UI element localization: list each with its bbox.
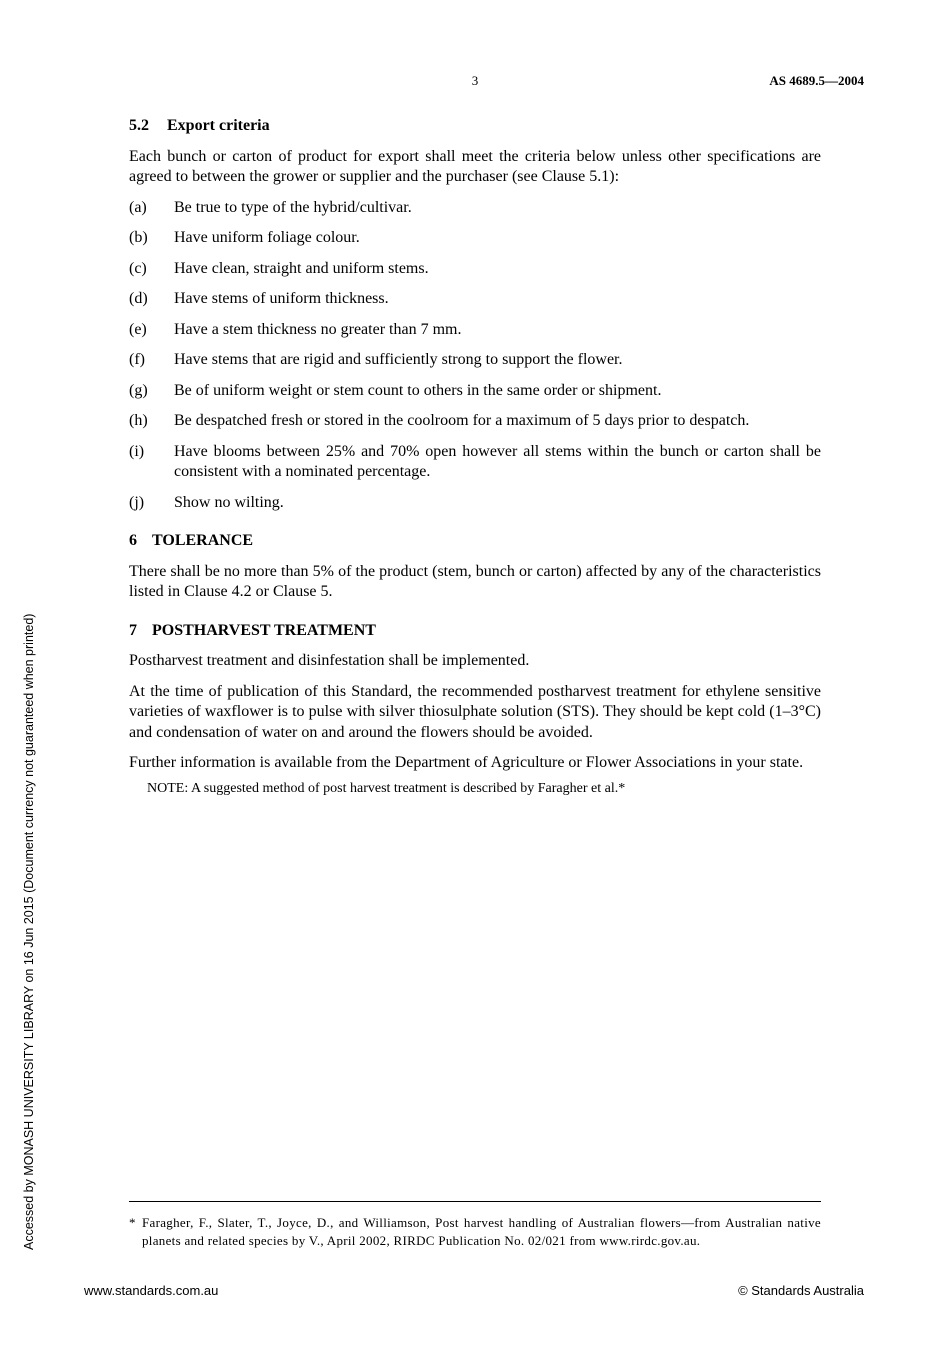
criteria-item: [129, 381, 821, 402]
section-6-heading: [129, 531, 821, 552]
item-label: (d): [129, 290, 148, 307]
section-title: TOLERANCE: [152, 532, 254, 549]
criteria-item: [129, 350, 821, 371]
criteria-item: [129, 493, 821, 514]
section-6-text: There shall be no more than 5% of the product (stem, bunch or carton) affected by any of the characteristics listed in Clause 4.2 or Clause 5.: [129, 562, 821, 600]
section-5-2-intro: Each bunch or carton of product for export shall meet the criteria below unless other specifications are agreed to between the grower or supplier and the purchaser (see Clause 5.1):: [129, 147, 821, 185]
item-label: (j): [129, 493, 145, 511]
section-title: Export criteria: [167, 117, 270, 134]
document-body: [129, 116, 821, 798]
section-number: 7: [129, 621, 137, 639]
item-text: Have stems of uniform thickness.: [174, 290, 389, 307]
item-label: (e): [129, 320, 147, 338]
section-7-paragraph: At the time of publication of this Standard, the recommended postharvest treatment for ethylene sensitive varieties of waxflower is to pulse with silver thiosulphate solution (STS). They should be kept cold (1–3°C) and condensation of water on and around the flowers should be avoided.: [129, 682, 821, 741]
item-text: Be despatched fresh or stored in the coolroom for a maximum of 5 days prior to despatch.: [174, 412, 750, 429]
criteria-item: [129, 289, 821, 310]
item-text: Have uniform foliage colour.: [174, 229, 360, 246]
page-number: 3: [471, 73, 479, 88]
item-label: (f): [129, 351, 145, 368]
footnote: [129, 1214, 821, 1250]
standard-id: AS 4689.5—2004: [769, 73, 864, 88]
criteria-item: [129, 198, 821, 219]
criteria-item: [129, 228, 821, 249]
criteria-item: [129, 320, 821, 341]
item-text: Be of uniform weight or stem count to others in the same order or shipment.: [174, 381, 662, 399]
item-label: (b): [129, 229, 148, 246]
item-label: (g): [129, 381, 148, 399]
section-7-paragraph: Further information is available from the Department of Agriculture or Flower Associations in your state.: [129, 754, 804, 771]
item-label: (h): [129, 412, 148, 429]
section-number: 5.2: [129, 117, 149, 134]
criteria-item: [129, 259, 821, 280]
item-text: Have clean, straight and uniform stems.: [174, 259, 429, 277]
section-title: POSTHARVEST TREATMENT: [152, 621, 376, 639]
criteria-item: [129, 442, 821, 483]
footnote-mark: *: [129, 1215, 136, 1230]
section-7-heading: [129, 621, 821, 642]
footer-copyright: © Standards Australia: [738, 1283, 864, 1298]
item-label: (a): [129, 198, 147, 216]
footer-website: www.standards.com.au: [84, 1283, 219, 1298]
item-text: Have a stem thickness no greater than 7 mm.: [174, 320, 462, 338]
treatment-note: NOTE: A suggested method of post harvest treatment is described by Faragher et al.*: [147, 780, 626, 796]
item-text: Have stems that are rigid and sufficiently strong to support the flower.: [174, 351, 623, 368]
section-number: 6: [129, 532, 137, 549]
item-label: (c): [129, 259, 147, 277]
criteria-item: [129, 411, 821, 432]
item-label: (i): [129, 442, 145, 460]
item-text: Be true to type of the hybrid/cultivar.: [174, 198, 412, 216]
footnote-divider: [129, 1201, 821, 1202]
item-text: Have blooms between 25% and 70% open however all stems within the bunch or carton shall be consistent with a nominated percentage.: [174, 442, 821, 480]
footnote-text: Faragher, F., Slater, T., Joyce, D., and Williamson, Post harvest handling of Australian flowers—from Australian native planets and related species by V., April 2002, RIRDC Publication No. 02/021 from www.rirdc.gov.au.: [142, 1215, 821, 1248]
section-7-paragraph: Postharvest treatment and disinfestation shall be implemented.: [129, 652, 530, 669]
item-text: Show no wilting.: [174, 493, 284, 511]
access-watermark: Accessed by MONASH UNIVERSITY LIBRARY on 16 Jun 2015 (Document currency not guaranteed when printed): [22, 613, 36, 1250]
section-5-2-heading: [129, 116, 821, 137]
